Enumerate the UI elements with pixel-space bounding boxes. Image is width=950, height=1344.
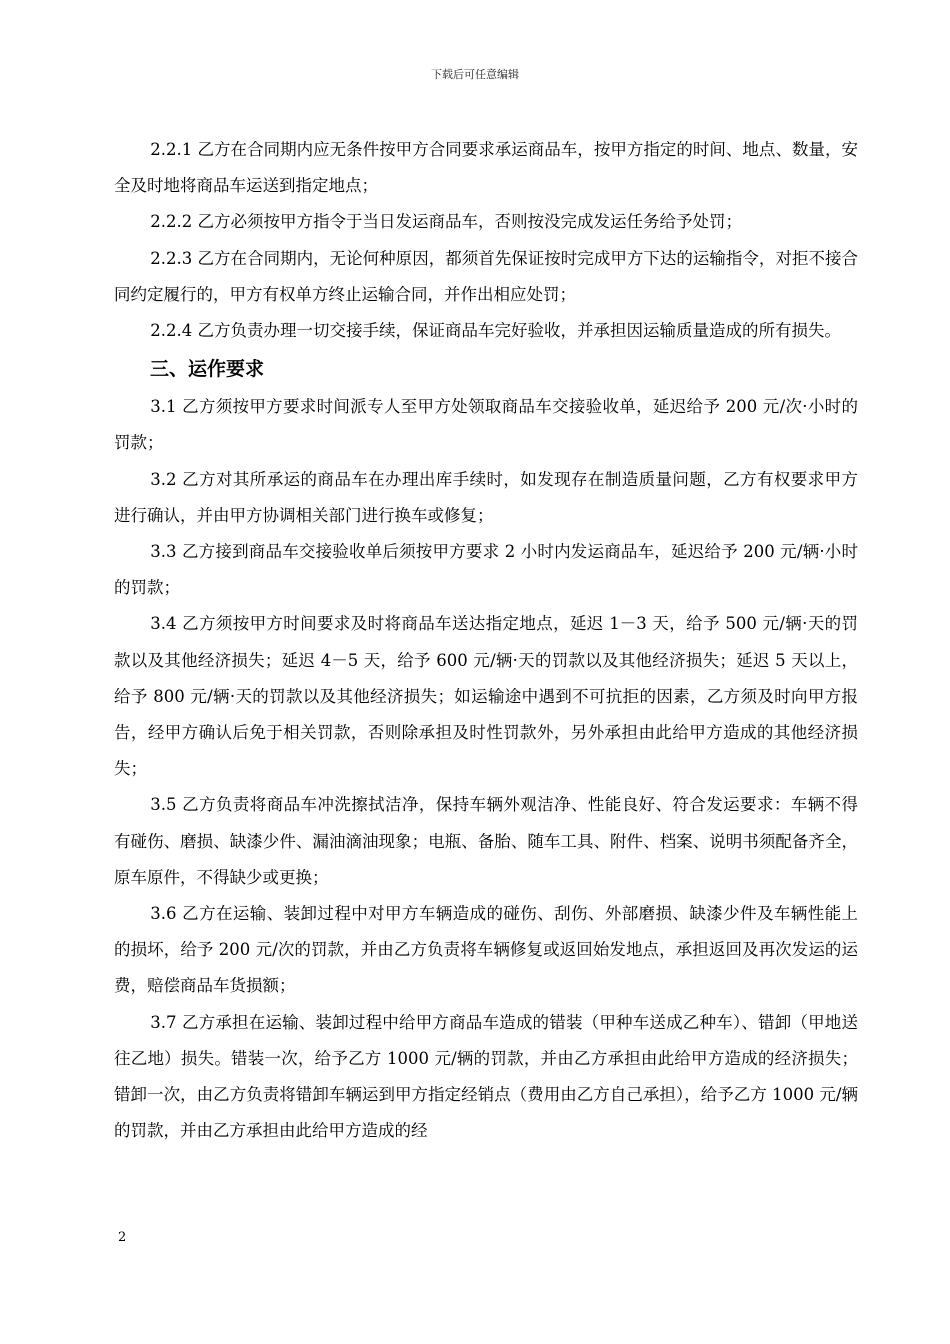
- paragraph-3-6: 3.6 乙方在运输、装卸过程中对甲方车辆造成的碰伤、刮伤、外部磨损、缺漆少件及车辆性能上的损坏，给予 200 元/次的罚款，并由乙方负责将车辆修复或返回始发地点，承担返回及再次发运的运费，赔偿商品车货损额；: [114, 904, 858, 996]
- paragraph-3-3: 3.3 乙方接到商品车交接验收单后须按甲方要求 2 小时内发运商品车，延迟给予 200 元/辆·小时的罚款；: [114, 542, 858, 598]
- section-heading: 三、运作要求: [150, 358, 265, 381]
- paragraph-3-4: 3.4 乙方须按甲方时间要求及时将商品车送达指定地点，延迟 1－3 天，给予 500 元/辆·天的罚款以及其他经济损失；延迟 4－5 天，给予 600 元/辆·天的罚款以及其他经济损失；延迟 5 天以上，给予 800 元/辆·天的罚款以及其他经济损失；如运输途中遇到不可抗拒的因素，乙方须及时向甲方报告，经甲方确认后免于相关罚款，否则除承担及时性罚款外，另外承担由此给甲方造成的其他经济损失；: [114, 614, 858, 779]
- paragraph-2-2-3: 2.2.3 乙方在合同期内，无论何种原因，都须首先保证按时完成甲方下达的运输指令，对拒不接合同约定履行的，甲方有权单方终止运输合同，并作出相应处罚；: [114, 248, 858, 304]
- paragraph-3-5: 3.5 乙方负责将商品车冲洗擦拭洁净，保持车辆外观洁净、性能良好、符合发运要求：车辆不得有碰伤、磨损、缺漆少件、漏油滴油现象；电瓶、备胎、随车工具、附件、档案、说明书须配备齐全，原车原件，不得缺少或更换；: [114, 795, 858, 887]
- paragraph-3-2: 3.2 乙方对其所承运的商品车在办理出库手续时，如发现存在制造质量问题，乙方有权要求甲方进行确认，并由甲方协调相关部门进行换车或修复；: [114, 469, 858, 525]
- paragraph-2-2-2: 2.2.2 乙方必须按甲方指令于当日发运商品车，否则按没完成发运任务给予处罚；: [150, 212, 743, 232]
- paragraph-2-2-1: 2.2.1 乙方在合同期内应无条件按甲方合同要求承运商品车，按甲方指定的时间、地点、数量，安全及时地将商品车运送到指定地点；: [114, 140, 858, 196]
- page-number: 2: [118, 1230, 127, 1245]
- document-body: [114, 132, 858, 1149]
- paragraph-3-7: 3.7 乙方承担在运输、装卸过程中给甲方商品车造成的错装（甲种车送成乙种车）、错卸（甲地送往乙地）损失。错装一次，给予乙方 1000 元/辆的罚款，并由乙方承担由此给甲方造成的经济损失；错卸一次，由乙方负责将错卸车辆运到甲方指定经销点（费用由乙方自己承担），给予乙方 1000 元/辆的罚款，并由乙方承担由此给甲方造成的经: [114, 1012, 858, 1141]
- paragraph-2-2-4: 2.2.4 乙方负责办理一切交接手续，保证商品车完好验收，并承担因运输质量造成的所有损失。: [150, 321, 842, 341]
- page-header: 下载后可任意编辑: [431, 68, 519, 81]
- paragraph-3-1: 3.1 乙方须按甲方要求时间派专人至甲方处领取商品车交接验收单，延迟给予 200 元/次·小时的罚款；: [114, 397, 858, 453]
